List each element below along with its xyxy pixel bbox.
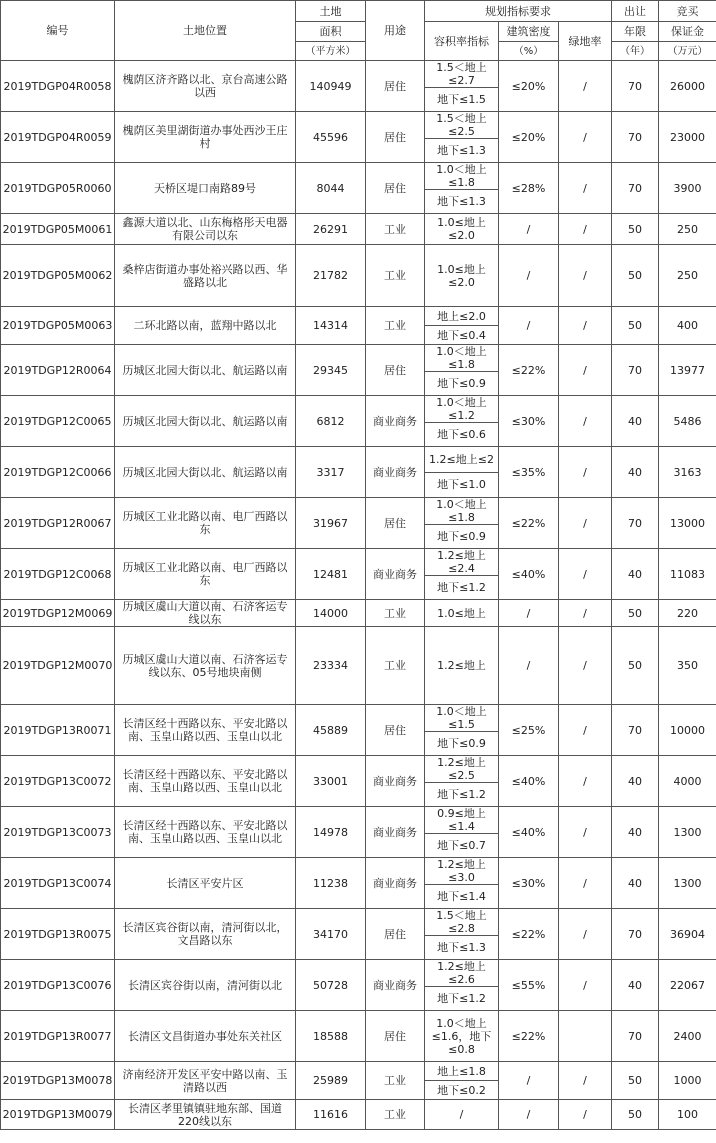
land-use: 商业商务 [366,960,425,1011]
lease-term: 70 [612,345,659,396]
far-above-ground: 地上≤1.8 [425,1062,498,1081]
far-split [425,396,498,446]
land-use: 居住 [366,61,425,112]
building-density: / [499,245,559,307]
table-row [1,396,716,447]
building-density: ≤25% [499,705,559,756]
land-area: 26291 [296,214,366,245]
land-location: 历城区虞山大道以南、石济客运专线以东、05号地块南侧 [115,627,296,705]
land-id: 2019TDGP13C0076 [1,960,115,1011]
land-use: 居住 [366,909,425,960]
far-value: / [425,1100,499,1130]
land-location: 长清区经十西路以东、平安北路以南、玉皇山路以西、玉皇山以北 [115,705,296,756]
far-cell [425,447,499,498]
table-row [1,61,716,112]
far-split [425,498,498,548]
land-area: 14314 [296,307,366,345]
land-id: 2019TDGP12M0070 [1,627,115,705]
green-ratio: / [559,858,612,909]
bid-deposit: 1300 [659,807,716,858]
land-id: 2019TDGP12R0064 [1,345,115,396]
land-use: 工业 [366,627,425,705]
far-above-ground: 1.2≤地上≤2.5 [425,756,498,783]
bid-deposit: 23000 [659,112,716,163]
table-row [1,1011,716,1062]
table-row [1,807,716,858]
green-ratio: / [559,112,612,163]
land-area: 23334 [296,627,366,705]
green-ratio: / [559,627,612,705]
land-id: 2019TDGP12C0068 [1,549,115,600]
building-density: ≤40% [499,549,559,600]
land-use: 工业 [366,1100,425,1130]
land-location: 长清区宾谷街以南，清河街以北 [115,960,296,1011]
far-below-ground: 地下≤0.9 [437,377,486,390]
land-id: 2019TDGP13M0079 [1,1100,115,1130]
table-row [1,447,716,498]
green-ratio: / [559,61,612,112]
land-location: 历城区北园大街以北、航运路以南 [115,396,296,447]
building-density: ≤20% [499,61,559,112]
far-cell [425,960,499,1011]
lease-term: 50 [612,1062,659,1100]
land-id: 2019TDGP05R0060 [1,163,115,214]
building-density: / [499,307,559,345]
far-cell [425,1062,499,1100]
land-area: 21782 [296,245,366,307]
far-split [425,112,498,162]
far-cell [425,807,499,858]
land-location: 济南经济开发区平安中路以南、玉清路以西 [115,1062,296,1100]
green-ratio: / [559,549,612,600]
bid-deposit: 250 [659,214,716,245]
table-row [1,163,716,214]
table-row [1,307,716,345]
land-use: 居住 [366,498,425,549]
building-density: ≤28% [499,163,559,214]
land-area: 45889 [296,705,366,756]
table-row [1,960,716,1011]
building-density: ≤22% [499,1011,559,1062]
land-location: 历城区北园大街以北、航运路以南 [115,447,296,498]
table-row [1,1062,716,1100]
bid-deposit: 400 [659,307,716,345]
lease-term: 70 [612,61,659,112]
land-use: 商业商务 [366,807,425,858]
table-row [1,756,716,807]
lease-term: 40 [612,756,659,807]
bid-deposit: 11083 [659,549,716,600]
far-above-ground: 1.0＜地上≤1.2 [425,396,498,423]
land-id: 2019TDGP12C0066 [1,447,115,498]
lease-term: 40 [612,549,659,600]
far-above-ground: 1.0＜地上≤1.8 [425,163,498,190]
land-use: 商业商务 [366,756,425,807]
green-ratio [559,1011,612,1062]
far-split [425,549,498,599]
far-below-ground: 地下≤1.2 [437,992,486,1005]
far-split [425,807,498,857]
building-density: ≤55% [499,960,559,1011]
land-location: 槐荫区济齐路以北、京台高速公路以西 [115,61,296,112]
land-location: 历城区工业北路以南、电厂西路以东 [115,498,296,549]
far-below-ground: 地下≤0.6 [437,428,486,441]
far-below-ground: 地下≤0.4 [437,328,486,342]
far-above-ground: 1.2≤地上≤2.4 [425,549,498,576]
land-use: 工业 [366,1062,425,1100]
land-id: 2019TDGP13C0074 [1,858,115,909]
far-split [425,61,498,111]
land-area: 45596 [296,112,366,163]
far-below-ground: 地下≤1.2 [437,581,486,594]
far-split [425,345,498,395]
land-area: 34170 [296,909,366,960]
far-split [425,705,498,755]
far-split [425,858,498,908]
land-use: 工业 [366,307,425,345]
far-below-ground: 地下≤0.7 [437,839,486,852]
bid-deposit: 36904 [659,909,716,960]
land-id: 2019TDGP13C0073 [1,807,115,858]
bid-deposit: 4000 [659,756,716,807]
land-use: 商业商务 [366,858,425,909]
far-split [425,756,498,806]
table-row [1,214,716,245]
building-density: / [499,1100,559,1130]
land-use: 居住 [366,705,425,756]
bid-deposit: 220 [659,600,716,627]
land-location: 天桥区堤口南路89号 [115,163,296,214]
building-density: ≤40% [499,807,559,858]
green-ratio: / [559,705,612,756]
green-ratio: / [559,447,612,498]
lease-term: 70 [612,1011,659,1062]
green-ratio: / [559,756,612,807]
lease-term: 50 [612,627,659,705]
land-id: 2019TDGP13M0078 [1,1062,115,1100]
green-ratio: / [559,498,612,549]
far-cell [425,345,499,396]
far-cell [425,307,499,345]
table-row [1,1100,716,1130]
far-below-ground: 地下≤1.2 [437,788,486,801]
far-below-ground: 地下≤1.3 [437,144,486,157]
land-area: 8044 [296,163,366,214]
far-cell [425,61,499,112]
far-cell [425,549,499,600]
col-header-density: 建筑密度 [499,22,559,42]
land-id: 2019TDGP05M0062 [1,245,115,307]
far-cell [425,858,499,909]
far-below-ground: 地下≤1.0 [437,478,486,492]
land-id: 2019TDGP13R0071 [1,705,115,756]
far-above-ground: 地上≤2.0 [425,307,498,326]
far-above-ground: 1.5＜地上≤2.8 [425,909,498,936]
land-location: 历城区虞山大道以南、石济客运专线以东 [115,600,296,627]
bid-deposit: 1000 [659,1062,716,1100]
green-ratio: / [559,214,612,245]
land-use: 工业 [366,600,425,627]
far-below-ground: 地下≤0.9 [437,530,486,543]
land-location: 长清区平安片区 [115,858,296,909]
lease-term: 40 [612,960,659,1011]
col-header-far: 容积率指标 [425,22,499,61]
table-row [1,705,716,756]
bid-deposit: 3163 [659,447,716,498]
far-above-ground: 1.2≤地上≤2.6 [425,960,498,987]
col-header-term-3: （年） [612,42,659,61]
table-body [1,61,716,1130]
building-density: ≤35% [499,447,559,498]
green-ratio: / [559,909,612,960]
far-below-ground: 地下≤1.5 [437,93,486,106]
lease-term: 50 [612,307,659,345]
table-row [1,112,716,163]
far-above-ground: 1.5＜地上≤2.7 [425,61,498,88]
far-cell [425,498,499,549]
lease-term: 40 [612,396,659,447]
col-header-location: 土地位置 [115,1,296,61]
land-location: 长清区经十西路以东、平安北路以南、玉皇山路以西、玉皇山以北 [115,807,296,858]
col-header-area-2: 面积 [296,22,366,42]
col-header-deposit-1: 竞买 [659,1,716,22]
land-use: 居住 [366,1011,425,1062]
far-below-ground: 地下≤1.4 [437,890,486,903]
land-location: 历城区北园大街以北、航运路以南 [115,345,296,396]
land-use: 居住 [366,163,425,214]
far-value: 1.0≤地上≤2.0 [425,245,499,307]
building-density: ≤30% [499,396,559,447]
far-value: 1.0＜地上≤1.6，地下≤0.8 [425,1011,499,1062]
far-below-ground: 地下≤1.3 [437,941,486,954]
land-use: 工业 [366,214,425,245]
far-cell [425,705,499,756]
col-header-deposit-2: 保证金 [659,22,716,42]
building-density: ≤20% [499,112,559,163]
bid-deposit: 22067 [659,960,716,1011]
land-id: 2019TDGP12M0069 [1,600,115,627]
bid-deposit: 13977 [659,345,716,396]
land-use: 工业 [366,245,425,307]
lease-term: 70 [612,112,659,163]
green-ratio: / [559,307,612,345]
green-ratio: / [559,163,612,214]
land-id: 2019TDGP13C0072 [1,756,115,807]
far-above-ground: 1.0＜地上≤1.8 [425,498,498,525]
far-split [425,163,498,213]
land-area: 14000 [296,600,366,627]
table-row [1,909,716,960]
land-area: 3317 [296,447,366,498]
far-above-ground: 0.9≤地上≤1.4 [425,807,498,834]
lease-term: 70 [612,498,659,549]
far-value: 1.0≤地上 [425,600,499,627]
bid-deposit: 350 [659,627,716,705]
table-row [1,627,716,705]
land-id: 2019TDGP05M0063 [1,307,115,345]
green-ratio: / [559,245,612,307]
lease-term: 70 [612,705,659,756]
col-header-area-1: 土地 [296,1,366,22]
far-split [425,447,498,497]
land-location: 鑫源大道以北、山东梅格彤天电器有限公司以东 [115,214,296,245]
land-use: 居住 [366,345,425,396]
col-header-area-3: （平方米） [296,42,366,61]
bid-deposit: 1300 [659,858,716,909]
land-area: 50728 [296,960,366,1011]
lease-term: 50 [612,245,659,307]
green-ratio: / [559,345,612,396]
far-split [425,960,498,1010]
far-value: 1.0≤地上≤2.0 [425,214,499,245]
land-use: 商业商务 [366,396,425,447]
land-id: 2019TDGP04R0058 [1,61,115,112]
bid-deposit: 100 [659,1100,716,1130]
land-location: 历城区工业北路以南、电厂西路以东 [115,549,296,600]
land-area: 31967 [296,498,366,549]
green-ratio: / [559,396,612,447]
land-area: 29345 [296,345,366,396]
far-below-ground: 地下≤0.2 [437,1083,486,1097]
far-split [425,1062,498,1099]
lease-term: 50 [612,214,659,245]
land-id: 2019TDGP13R0077 [1,1011,115,1062]
far-split [425,909,498,959]
lease-term: 50 [612,600,659,627]
bid-deposit: 250 [659,245,716,307]
far-cell [425,112,499,163]
land-area: 11238 [296,858,366,909]
land-use: 商业商务 [366,549,425,600]
building-density: / [499,627,559,705]
land-area: 18588 [296,1011,366,1062]
land-location: 长清区经十西路以东、平安北路以南、玉皇山路以西、玉皇山以北 [115,756,296,807]
bid-deposit: 2400 [659,1011,716,1062]
far-above-ground: 1.0＜地上≤1.5 [425,705,498,732]
building-density: / [499,214,559,245]
table-row [1,245,716,307]
col-header-term-1: 出让 [612,1,659,22]
land-use: 居住 [366,112,425,163]
col-header-term-2: 年限 [612,22,659,42]
bid-deposit: 13000 [659,498,716,549]
land-area: 12481 [296,549,366,600]
far-below-ground: 地下≤1.3 [437,195,486,208]
table-row [1,600,716,627]
lease-term: 40 [612,858,659,909]
land-id: 2019TDGP12R0067 [1,498,115,549]
far-cell [425,163,499,214]
land-area: 33001 [296,756,366,807]
building-density: ≤22% [499,345,559,396]
building-density: ≤22% [499,498,559,549]
far-value: 1.2≤地上 [425,627,499,705]
green-ratio: / [559,807,612,858]
table-row [1,858,716,909]
table-row [1,345,716,396]
far-below-ground: 地下≤0.9 [437,737,486,750]
bid-deposit: 26000 [659,61,716,112]
bid-deposit: 10000 [659,705,716,756]
col-header-green: 绿地率 [559,22,612,61]
bid-deposit: 5486 [659,396,716,447]
building-density: ≤40% [499,756,559,807]
land-id: 2019TDGP13R0075 [1,909,115,960]
lease-term: 70 [612,163,659,214]
col-header-density-unit: （%） [499,42,559,61]
land-area: 14978 [296,807,366,858]
lease-term: 40 [612,807,659,858]
building-density: / [499,1062,559,1100]
land-location: 二环北路以南，蓝翔中路以北 [115,307,296,345]
col-header-use: 用途 [366,1,425,61]
land-id: 2019TDGP05M0061 [1,214,115,245]
far-above-ground: 1.0＜地上≤1.8 [425,345,498,372]
building-density: ≤22% [499,909,559,960]
table-row [1,549,716,600]
land-location: 长清区孝里镇镇驻地东部、国道220线以东 [115,1100,296,1130]
land-id: 2019TDGP04R0059 [1,112,115,163]
lease-term: 50 [612,1100,659,1130]
far-above-ground: 1.2≤地上≤2 [425,447,498,473]
green-ratio: / [559,600,612,627]
bid-deposit: 3900 [659,163,716,214]
building-density: / [499,600,559,627]
far-above-ground: 1.5＜地上≤2.5 [425,112,498,139]
table-row [1,498,716,549]
col-header-id: 编号 [1,1,115,61]
land-location: 长清区宾谷街以南，清河街以北，文昌路以东 [115,909,296,960]
green-ratio: / [559,1062,612,1100]
building-density: ≤30% [499,858,559,909]
far-cell [425,909,499,960]
land-id: 2019TDGP12C0065 [1,396,115,447]
far-cell [425,756,499,807]
lease-term: 40 [612,447,659,498]
col-header-deposit-3: （万元） [659,42,716,61]
land-area: 6812 [296,396,366,447]
far-above-ground: 1.2≤地上≤3.0 [425,858,498,885]
green-ratio: / [559,1100,612,1130]
lease-term: 70 [612,909,659,960]
far-split [425,307,498,344]
land-use: 商业商务 [366,447,425,498]
land-area: 140949 [296,61,366,112]
far-cell [425,396,499,447]
col-header-plan: 规划指标要求 [425,1,612,22]
land-location: 槐荫区美里湖街道办事处西沙王庄村 [115,112,296,163]
land-location: 桑梓店街道办事处裕兴路以西、华盛路以北 [115,245,296,307]
land-area: 11616 [296,1100,366,1130]
land-area: 25989 [296,1062,366,1100]
green-ratio: / [559,960,612,1011]
land-location: 长清区文昌街道办事处东关社区 [115,1011,296,1062]
